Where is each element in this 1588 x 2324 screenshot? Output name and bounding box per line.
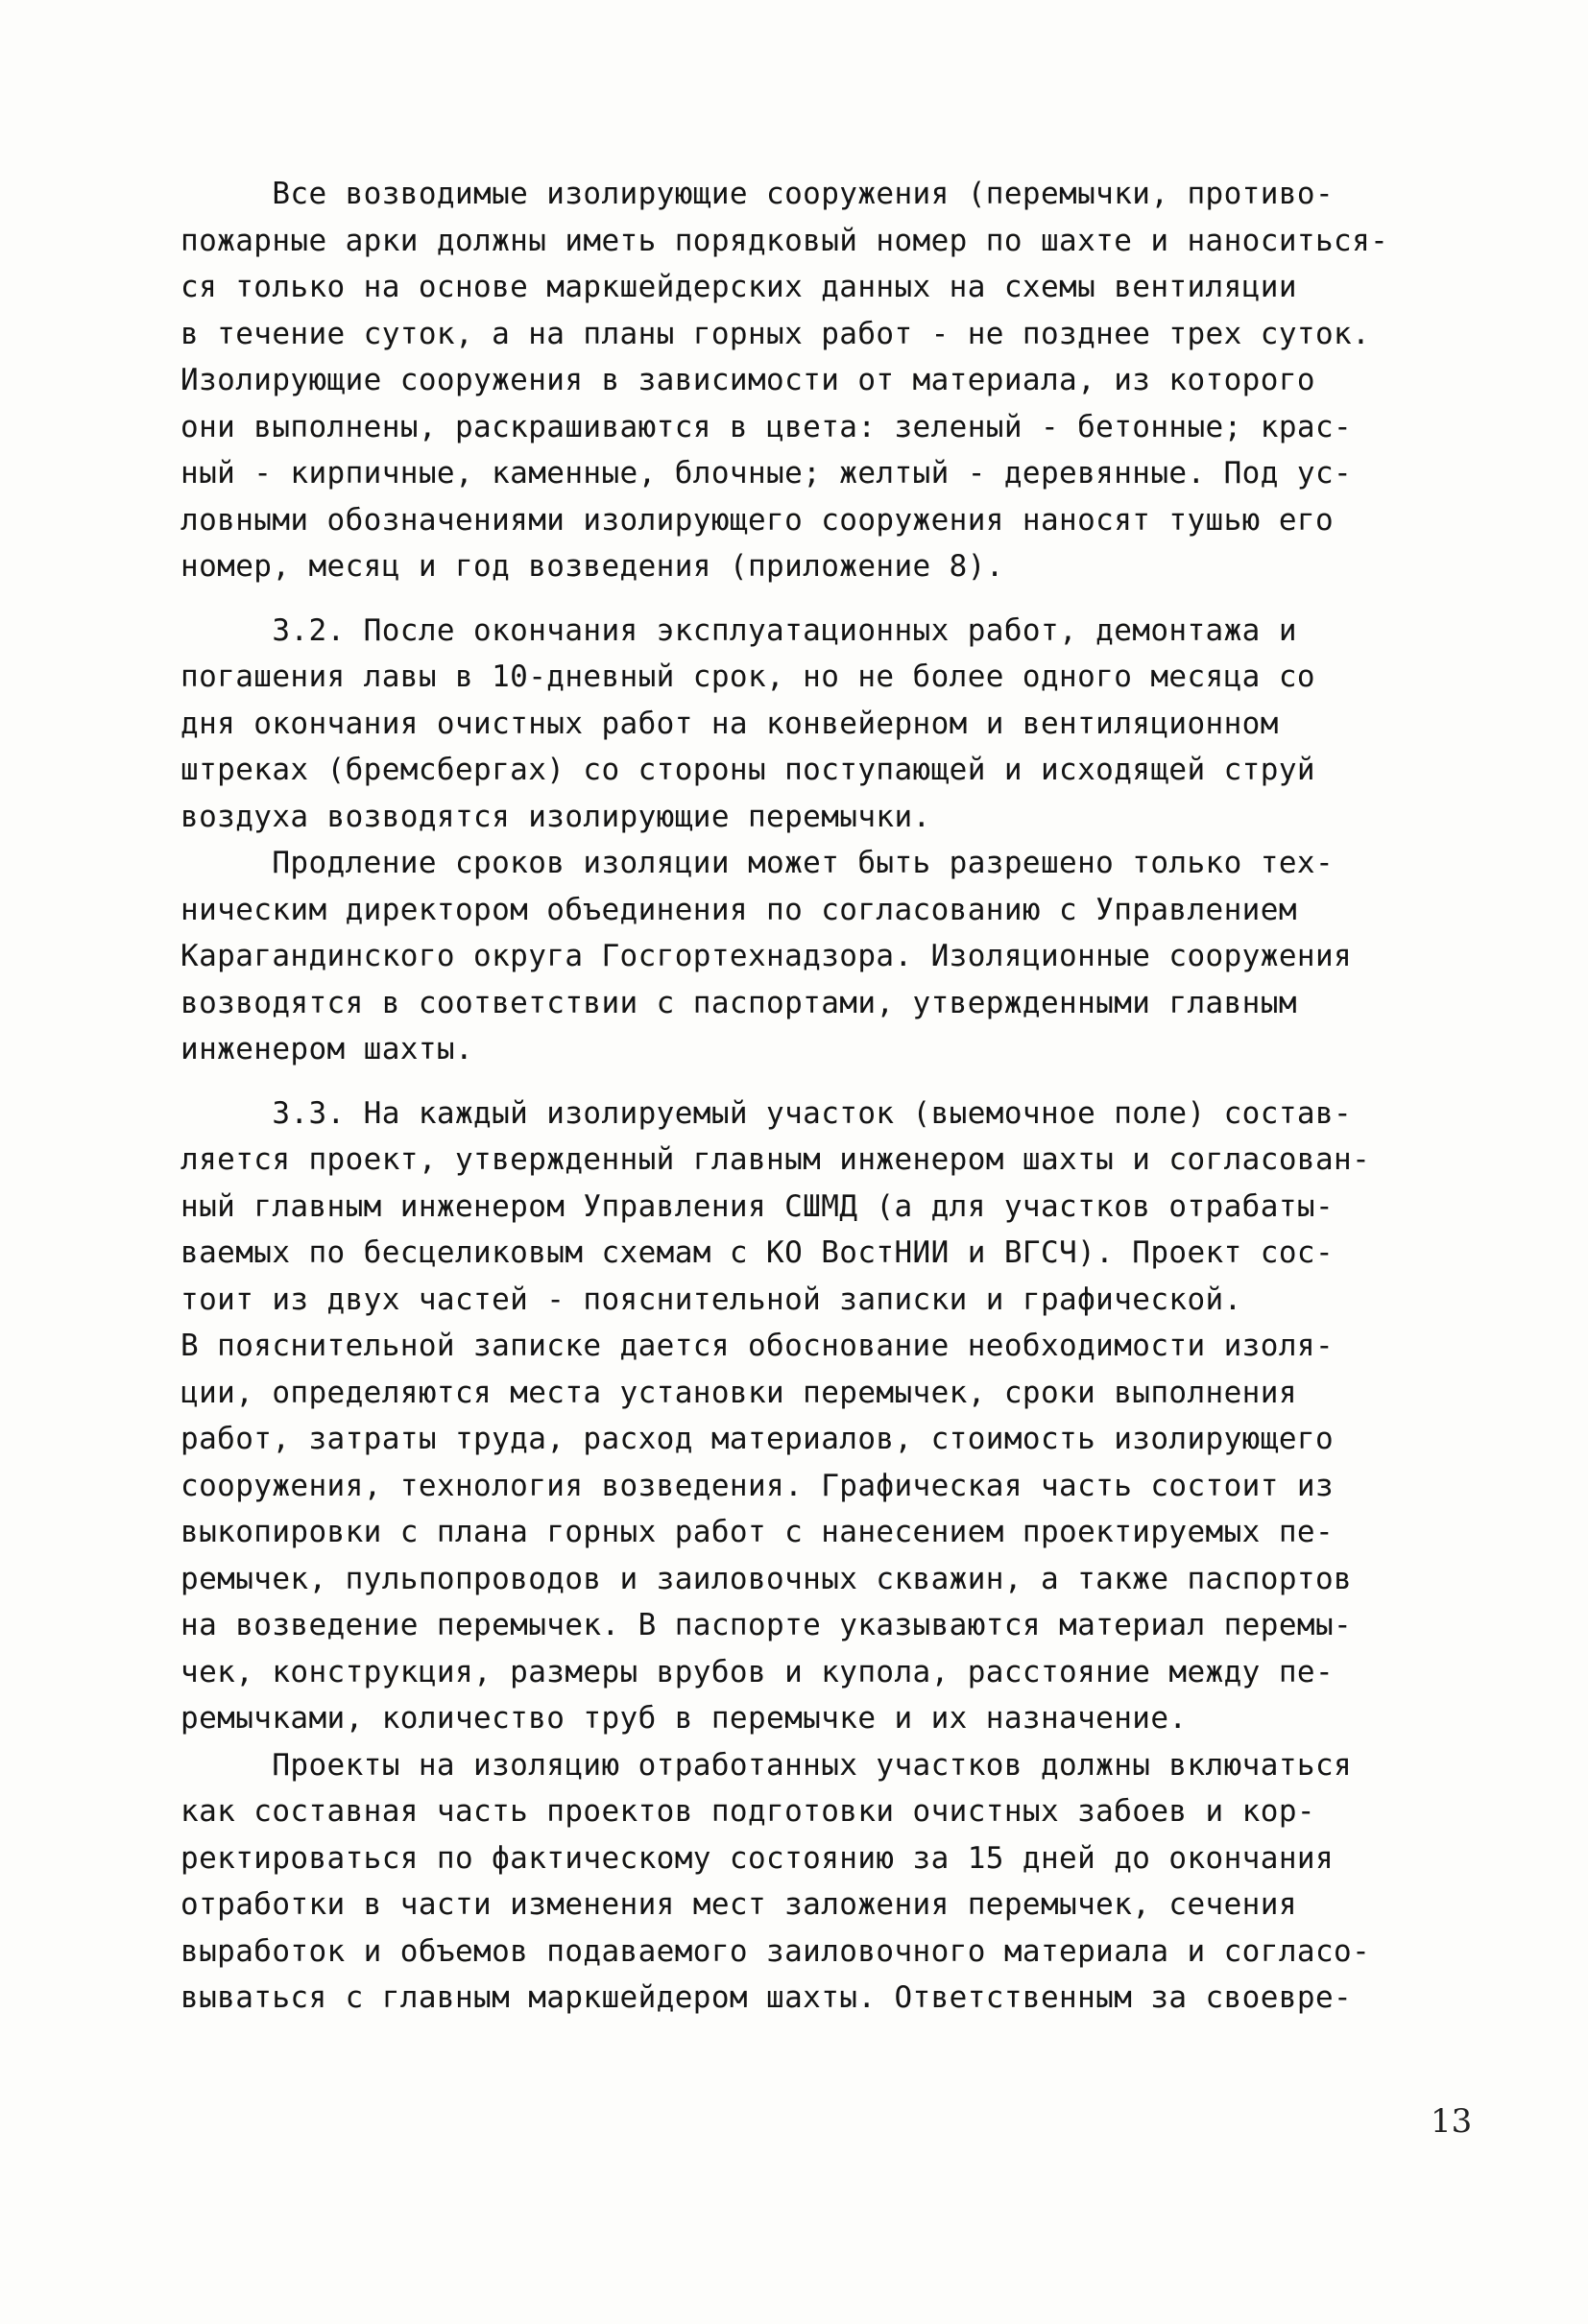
text-line: воздуха возводятся изолирующие перемычки.: [180, 799, 931, 834]
text-line: 3.2. После окончания эксплуатационных работ, демонтажа и: [180, 612, 1297, 648]
paragraph-section-3-2: [180, 608, 1457, 841]
paragraph-isolation-projects: [180, 1742, 1457, 2022]
text-line: ловными обозначениями изолирующего сооружения наносят тушью его: [180, 502, 1335, 538]
text-line: ваемых по бесцеликовым схемам с КО ВостНИИ и ВГСЧ). Проект сос-: [180, 1235, 1335, 1270]
text-line: вываться с главным маркшейдером шахты. Ответственным за своевре-: [180, 1980, 1353, 2015]
text-line: ремычек, пульпопроводов и заиловочных скважин, а также паспортов: [180, 1561, 1353, 1596]
text-line: на возведение перемычек. В паспорте указываются материал перемы-: [180, 1608, 1353, 1642]
text-line: номер, месяц и год возведения (приложение 8).: [180, 549, 1004, 584]
text-line: работ, затраты труда, расход материалов, стоимость изолирующего: [180, 1422, 1335, 1456]
page-number: 13: [1431, 2102, 1473, 2141]
text-line: инженером шахты.: [180, 1032, 474, 1066]
text-line: дня окончания очистных работ на конвейерном и вентиляционном: [180, 706, 1279, 741]
text-line: чек, конструкция, размеры врубов и купола, расстояние между пе-: [180, 1654, 1335, 1689]
text-line: пожарные арки должны иметь порядковый номер по шахте и наноситься-: [180, 223, 1389, 258]
text-line: Карагандинского округа Госгортехнадзора. Изоляционные сооружения: [180, 939, 1353, 973]
paragraph-isolation-extension: [180, 840, 1457, 1073]
text-line: Продление сроков изоляции может быть разрешено только тех-: [180, 846, 1335, 880]
text-line: погашения лавы в 10-дневный срок, но не более одного месяца со: [180, 659, 1315, 694]
text-line: ся только на основе маркшейдерских данных на схемы вентиляции: [180, 270, 1297, 304]
text-line: Проекты на изоляцию отработанных участков должны включаться: [180, 1747, 1353, 1783]
text-line: ный главным инженером Управления СШМД (а для участков отрабаты-: [180, 1188, 1335, 1224]
text-line: штреках (бремсбергах) со стороны поступающей и исходящей струй: [180, 753, 1315, 787]
text-line: возводятся в соответствии с паспортами, утвержденными главным: [180, 985, 1297, 1020]
text-line: выработок и объемов подаваемого заиловочного материала и согласо-: [180, 1933, 1371, 1969]
paragraph-isolating-structures: [180, 171, 1457, 590]
text-line: ректироваться по фактическому состоянию за 15 дней до окончания: [180, 1840, 1335, 1876]
text-line: ническим директором объединения по согласованию с Управлением: [180, 892, 1297, 927]
text-line: ный - кирпичные, каменные, блочные; желтый - деревянные. Под ус-: [180, 456, 1353, 491]
text-line: сооружения, технология возведения. Графическая часть состоит из: [180, 1468, 1335, 1503]
text-line: Изолирующие сооружения в зависимости от материала, из которого: [180, 363, 1315, 397]
text-line: Все возводимые изолирующие сооружения (перемычки, противо-: [180, 177, 1335, 211]
text-line: выкопировки с плана горных работ с нанесением проектируемых пе-: [180, 1515, 1335, 1549]
text-line: они выполнены, раскрашиваются в цвета: зеленый - бетонные; крас-: [180, 409, 1353, 444]
text-line: 3.3. На каждый изолируемый участок (выемочное поле) состав-: [180, 1095, 1353, 1131]
text-line: ции, определяются места установки перемычек, сроки выполнения: [180, 1375, 1297, 1410]
document-body: [180, 171, 1457, 2022]
paragraph-section-3-3: [180, 1090, 1457, 1742]
text-line: отработки в части изменения мест заложения перемычек, сечения: [180, 1887, 1297, 1922]
text-line: ляется проект, утвержденный главным инженером шахты и согласован-: [180, 1142, 1371, 1177]
text-line: В пояснительной записке дается обоснование необходимости изоля-: [180, 1329, 1335, 1363]
text-line: тоит из двух частей - пояснительной записки и графической.: [180, 1282, 1242, 1317]
text-line: ремычками, количество труб в перемычке и их назначение.: [180, 1701, 1188, 1736]
text-line: в течение суток, а на планы горных работ - не позднее трех суток.: [180, 316, 1371, 351]
text-line: как составная часть проектов подготовки очистных забоев и кор-: [180, 1794, 1315, 1829]
